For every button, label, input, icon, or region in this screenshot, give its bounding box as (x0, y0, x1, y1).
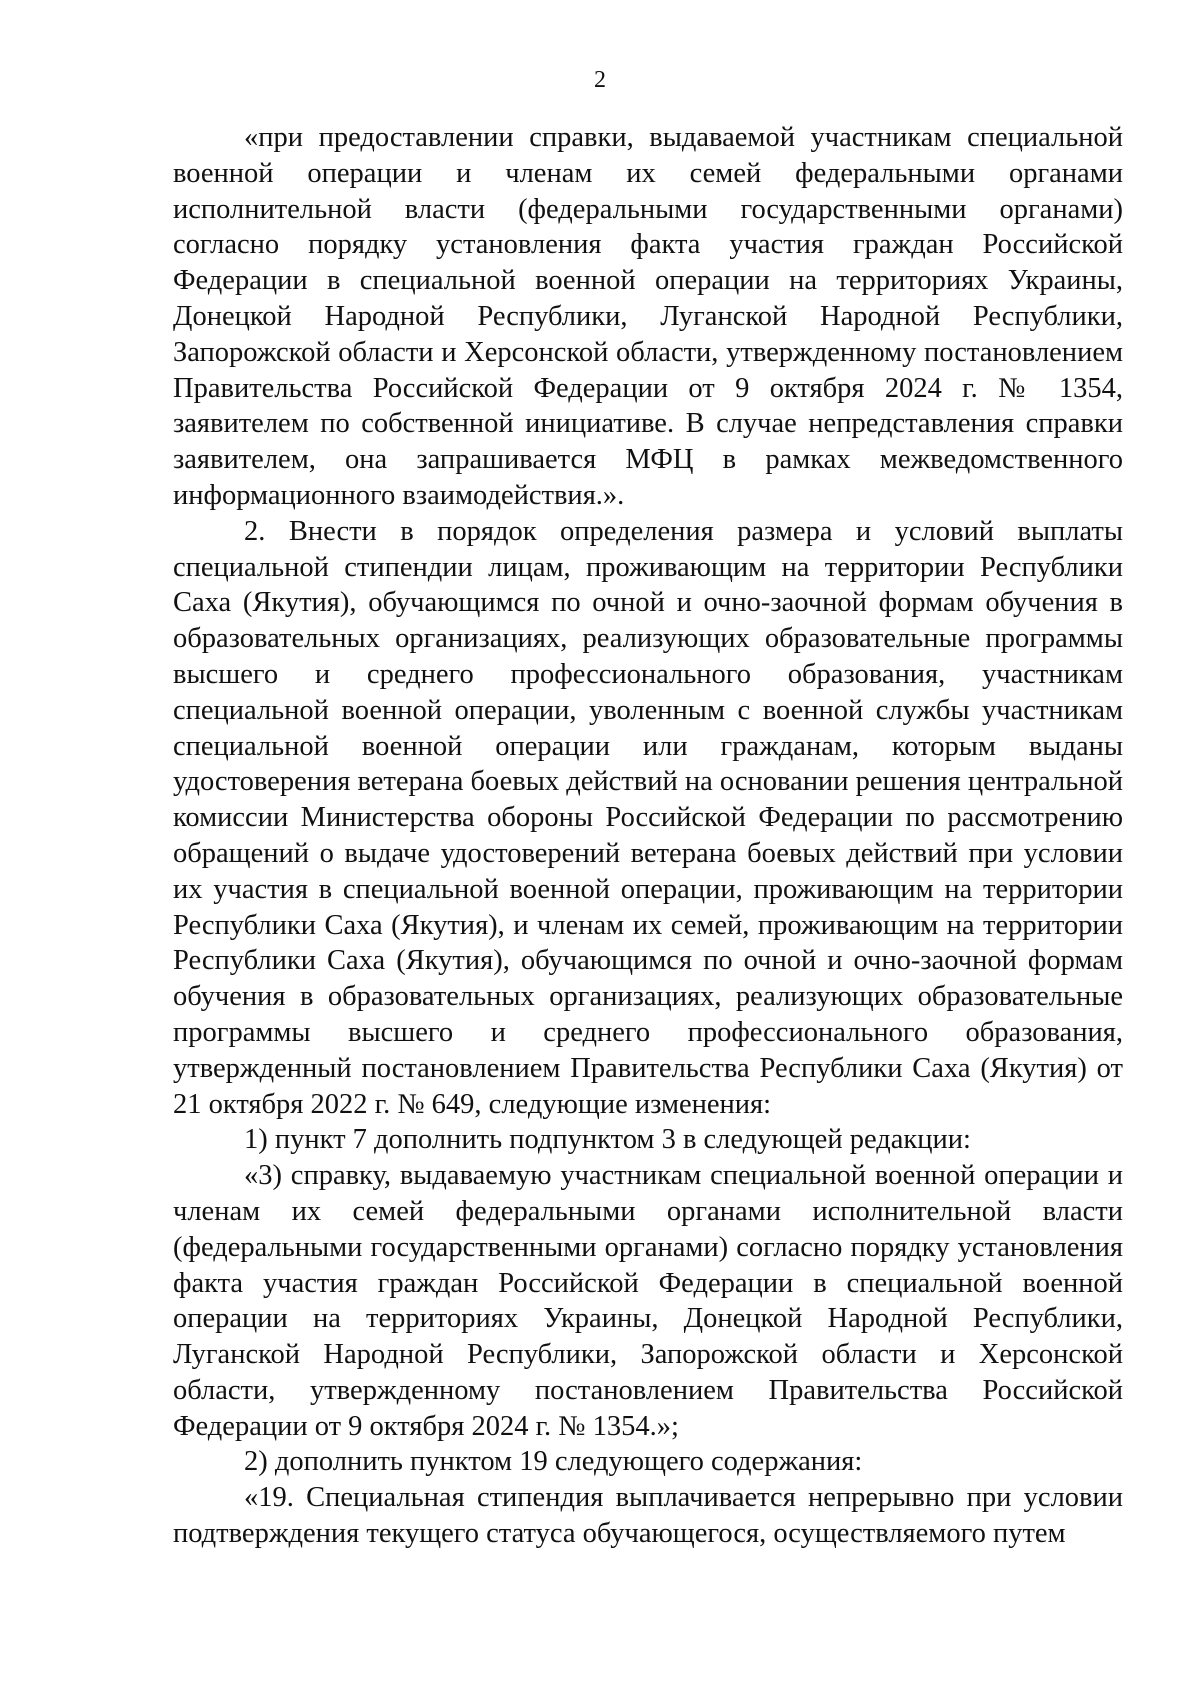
paragraph-item-2: 2. Внести в порядок определения размера и условий выплаты специальной стипендии лицам, проживающим на территории Республики Саха (Якутия), обучающимся по очной и очно-заочной формам обучения в образовательных организациях, реализующих образовательные программы высшего и среднего профессионального образования, участникам специальной военной операции, уволенным с военной службы участникам специальной военной операции или гражданам, которым выданы удостоверения ветерана боевых действий на основании решения центральной комиссии Министерства обороны Российской Федерации по рассмотрению обращений о выдаче удостоверений ветерана боевых действий при условии их участия в специальной военной операции, проживающим на территории Республики Саха (Якутия), и членам их семей, проживающим на территории Республики Саха (Якутия), обучающимся по очной и очно-заочной формам обучения в образовательных организациях, реализующих образовательные программы высшего и среднего профессионального образования, утвержденный постановлением Правительства Республики Саха (Якутия) от 21 октября 2022 г. № 649, следующие изменения: (173, 515, 1123, 1120)
page-number: 2 (594, 67, 606, 93)
paragraph-subitem-2: 2) дополнить пунктом 19 следующего содержания: (244, 1446, 863, 1478)
paragraph-quoted-subitem-3: «3) справку, выдаваемую участникам специальной военной операции и членам их семей федеральными органами исполнительной власти (федеральными государственными органами) согласно порядку установления факта участия граждан Российской Федерации в специальной военной операции на территориях Украины, Донецкой Народной Республики, Луганской Народной Республики, Запорожской области и Херсонской области, утвержденному постановлением Правительства Российской Федерации от 9 октября 2024 г. № 1354.»; (173, 1160, 1123, 1442)
document-body (173, 120, 1123, 1552)
paragraph-quoted-item-19: «19. Специальная стипендия выплачивается непрерывно при условии подтверждения текущего статуса обучающегося, осуществляемого путем (173, 1482, 1123, 1550)
paragraph-quoted-clause: «при предоставлении справки, выдаваемой участникам специальной военной операции и членам их семей федеральными органами исполнительной власти (федеральными государственными органами) согласно порядку установления факта участия граждан Российской Федерации в специальной военной операции на территориях Украины, Донецкой Народной Республики, Луганской Народной Республики, Запорожской области и Херсонской области, утвержденному постановлением Правительства Российской Федерации от 9 октября 2024 г. № 1354, заявителем по собственной инициативе. В случае непредставления справки заявителем, она запрашивается МФЦ в рамках межведомственного информационного взаимодействия.». (173, 122, 1123, 511)
paragraph-subitem-1: 1) пункт 7 дополнить подпунктом 3 в следующей редакции: (244, 1124, 971, 1156)
